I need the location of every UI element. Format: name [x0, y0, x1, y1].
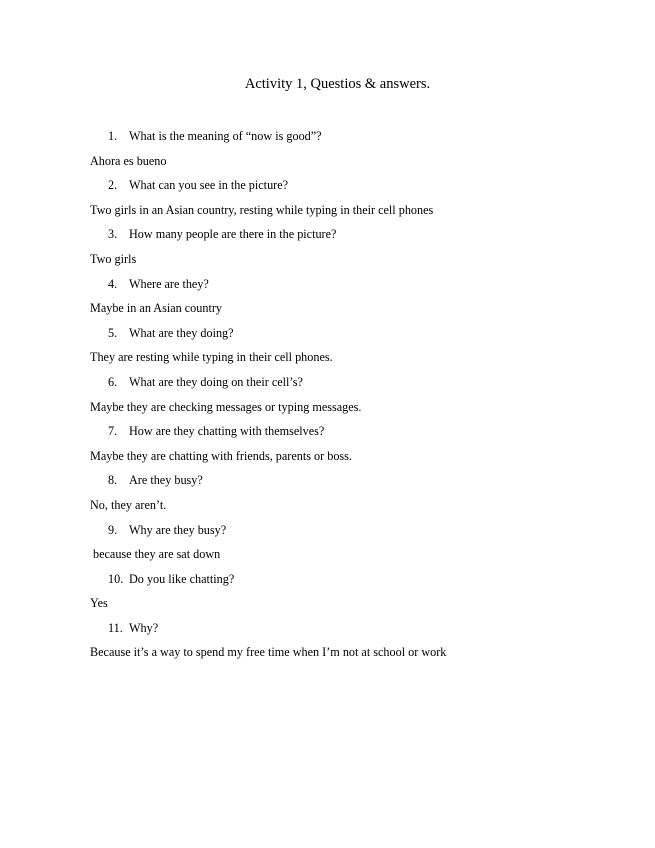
question-item	[0, 567, 655, 592]
question-item	[0, 616, 655, 641]
question-text: Why are they busy?	[129, 522, 227, 537]
answer-text: No, they aren’t.	[90, 497, 167, 512]
answer-text: Because it’s a way to spend my free time when I’m not at school or work	[90, 645, 447, 660]
question-number: 1.	[108, 129, 118, 143]
answer-text: Two girls	[90, 251, 137, 266]
question-item	[0, 468, 655, 493]
question-number: 4.	[108, 276, 118, 291]
question-text: Are they busy?	[129, 473, 203, 488]
question-text: How many people are there in the picture?	[129, 227, 337, 242]
question-number: 3.	[108, 227, 118, 242]
question-text: What are they doing on their cell’s?	[129, 374, 303, 389]
question-text: Where are they?	[129, 276, 209, 291]
answer-text: Yes	[90, 596, 108, 611]
answer-text: Two girls in an Asian country, resting while typing in their cell phones	[90, 202, 434, 217]
question-text: What is the meaning of “now is good”?	[129, 129, 322, 143]
question-number: 5.	[108, 325, 118, 340]
question-text: Why?	[129, 620, 159, 635]
question-number: 11.	[108, 620, 123, 635]
question-item	[0, 518, 655, 543]
question-number: 6.	[108, 374, 118, 389]
document-title: Activity 1, Questios & answers.	[244, 76, 431, 92]
question-item	[0, 222, 655, 247]
question-number: 9.	[108, 522, 118, 537]
question-text: How are they chatting with themselves?	[129, 424, 325, 439]
question-text: What can you see in the picture?	[129, 178, 289, 193]
question-item	[0, 419, 655, 444]
answer-text: because they are sat down	[93, 547, 221, 562]
question-text: Do you like chatting?	[129, 571, 235, 586]
question-number: 7.	[108, 424, 118, 439]
question-item	[0, 124, 655, 149]
question-text: What are they doing?	[129, 325, 234, 340]
question-number: 2.	[108, 178, 118, 193]
question-item	[0, 173, 655, 198]
question-item	[0, 370, 655, 395]
question-item	[0, 272, 655, 297]
answer-text: Maybe in an Asian country	[90, 301, 223, 316]
question-answer-list	[0, 124, 655, 665]
answer-text: Ahora es bueno	[90, 153, 167, 168]
answer-text: Maybe they are checking messages or typing messages.	[90, 399, 362, 414]
question-item	[0, 321, 655, 346]
question-number: 10.	[108, 571, 124, 586]
question-number: 8.	[108, 473, 118, 488]
answer-text: They are resting while typing in their cell phones.	[90, 350, 333, 365]
answer-text: Maybe they are chatting with friends, parents or boss.	[90, 448, 352, 463]
